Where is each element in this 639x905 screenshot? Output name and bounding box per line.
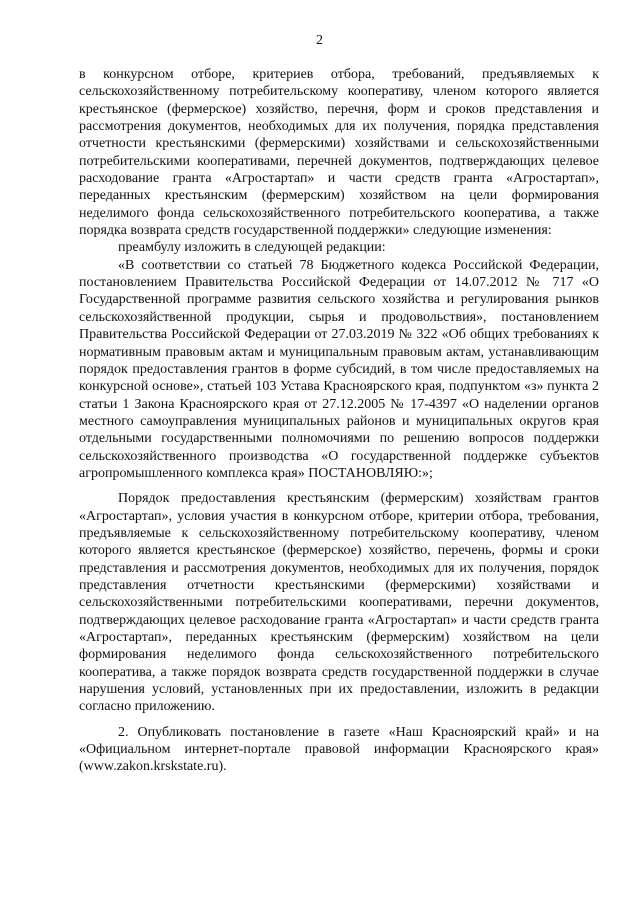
- paragraph-preamble-instruction: преамбулу изложить в следующей редакции:: [118, 240, 386, 256]
- paragraph-spacer: [79, 716, 599, 724]
- document-body: [79, 66, 599, 776]
- paragraph-spacer: [79, 482, 599, 490]
- paragraph-amendment-title: в конкурсном отборе, критериев отбора, требований, предъявляемых к сельскохозяйственному потребительскому кооперативу, членом которого является крестьянское (фермерское) хозяйство, перечня, форм и сроков представления и рассмотрения документов, необходимых для их получения, порядка представления отчетности крестьянскими (фермерскими) хозяйствами и сельскохозяйственными потребительскими кооперативами, перечней документов, подтверждающих целевое расходование гранта «Агростартап» и части средств гранта «Агростартап», переданных крестьянским (фермерским) хозяйством на цели формирования неделимого фонда сельскохозяйственного потребительского кооператива, а также порядка возврата средств государственной поддержки» следующие изменения:: [79, 67, 599, 239]
- paragraph-preamble-text: «В соответствии со статьей 78 Бюджетного кодекса Российской Федерации, постановлением Правительства Российской Федерации от 14.07.2012 № 717 «О Государственной программе развития сельского хозяйства и регулирования рынков сельскохозяйственной продукции, сырья и продовольствия», постановлением Правительства Российской Федерации от 27.03.2019 № 322 «Об общих требованиях к нормативным правовым актам и муниципальным правовым актам, устанавливающим порядок предоставления грантов в форме субсидий, в том числе предоставляемых на конкурсной основе», статьей 103 Устава Красноярского края, подпунктом «з» пункта 2 статьи 1 Закона Красноярского края от 27.12.2005 № 17-4397 «О наделении органов местного самоуправления муниципальных районов и муниципальных округов края отдельными государственными полномочиями по решению вопросов поддержки сельскохозяйственного производства «О государственной поддержке субъектов агропромышленного комплекса края» ПОСТАНОВЛЯЮ:»;: [79, 257, 599, 481]
- page-number: 2: [316, 33, 323, 48]
- paragraph-procedure-title: Порядок предоставления крестьянским (фермерским) хозяйствам грантов «Агростартап», условия участия в конкурсном отборе, критерии отбора, требования, предъявляемые к сельскохозяйственному потребительскому кооперативу, членом которого является крестьянское (фермерское) хозяйство, перечень, формы и сроки представления и рассмотрения документов, необходимых для их получения, порядок представления отчетности крестьянскими (фермерскими) хозяйствами и сельскохозяйственными потребительскими кооперативами, перечни документов, подтверждающих целевое расходование гранта «Агростартап» и части средств гранта «Агростартап», переданных крестьянским (фермерским) хозяйством на цели формирования неделимого фонда сельскохозяйственного потребительского кооператива, а также порядок возврата средств государственной поддержки в случае нарушения условий, установленных при их предоставлении, изложить в редакции согласно приложению.: [79, 491, 599, 715]
- paragraph-publication: 2. Опубликовать постановление в газете «Наш Красноярский край» и на «Официальном интернет-портале правовой информации Красноярского края» (www.zakon.krskstate.ru).: [79, 724, 599, 775]
